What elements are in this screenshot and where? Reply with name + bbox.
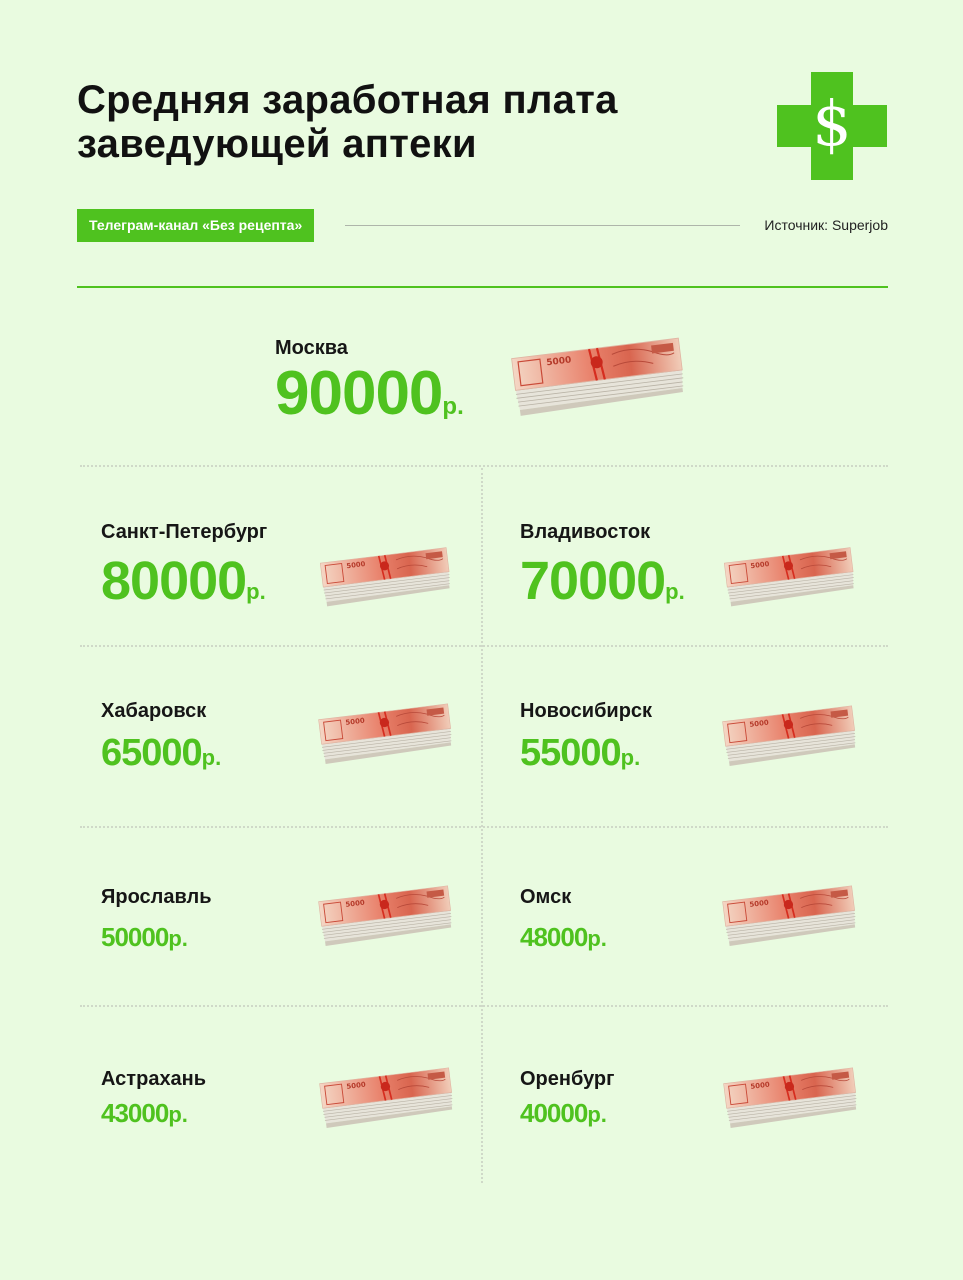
- currency-suffix: р.: [201, 745, 222, 770]
- city-label-khabarovsk: Хабаровск: [101, 700, 207, 722]
- banknote-stack-icon: [312, 1060, 464, 1142]
- city-label-omsk: Омск: [520, 886, 572, 908]
- banknote-stack-icon: [716, 1060, 868, 1142]
- banknote-stack-icon: [505, 328, 695, 434]
- city-label-spb: Санкт-Петербург: [101, 521, 268, 543]
- banknote-stack-icon: [312, 540, 462, 620]
- salary-number: 40000: [520, 1098, 588, 1128]
- cross-dollar-icon: [777, 72, 887, 180]
- currency-suffix: р.: [620, 745, 641, 770]
- salary-number: 55000: [520, 732, 621, 774]
- salary-number: 90000: [275, 359, 443, 428]
- row-divider: [80, 645, 888, 647]
- currency-suffix: р.: [442, 393, 464, 420]
- banknote-stack-icon: [716, 540, 866, 620]
- salary-value-vladivostok: [520, 553, 685, 620]
- banknote-stack-icon: [312, 878, 462, 960]
- banknote-stack-icon: [716, 698, 866, 780]
- row-divider: [80, 465, 888, 467]
- salary-number: 70000: [520, 551, 666, 611]
- salary-value-spb: [101, 553, 266, 620]
- currency-suffix: р.: [587, 926, 607, 951]
- currency-suffix: р.: [246, 579, 266, 604]
- currency-suffix: р.: [168, 1102, 188, 1127]
- row-divider: [80, 1005, 888, 1007]
- city-label-yaroslavl: Ярославль: [101, 886, 212, 908]
- salary-value-moscow: [275, 359, 464, 439]
- currency-suffix: р.: [587, 1102, 607, 1127]
- banknote-stack-icon: [716, 878, 866, 960]
- city-label-orenburg: Оренбург: [520, 1068, 615, 1090]
- salary-value-orenburg: [520, 1098, 607, 1130]
- city-label-vladivostok: Владивосток: [520, 521, 651, 543]
- row-divider: [80, 826, 888, 828]
- city-label-astrakhan: Астрахань: [101, 1068, 207, 1090]
- salary-value-astrakhan: [101, 1098, 188, 1130]
- banknote-stack-icon: [312, 696, 462, 778]
- salary-value-omsk: [520, 922, 607, 954]
- salary-value-yaroslavl: [101, 922, 188, 954]
- header-divider: [345, 225, 740, 226]
- salary-value-khabarovsk: [101, 732, 221, 779]
- currency-suffix: р.: [665, 579, 685, 604]
- salary-number: 48000: [520, 922, 588, 952]
- channel-tag: Телеграм-канал «Без рецепта»: [77, 209, 314, 242]
- currency-suffix: р.: [168, 926, 188, 951]
- salary-number: 80000: [101, 551, 247, 611]
- salary-number: 50000: [101, 922, 169, 952]
- title-line-1: Средняя заработная плата: [77, 78, 618, 122]
- dollar-symbol: $: [812, 87, 852, 160]
- section-divider: [77, 286, 888, 288]
- city-label-novosibirsk: Новосибирск: [520, 700, 653, 722]
- salary-number: 43000: [101, 1098, 169, 1128]
- source-label: Источник: Superjob: [764, 217, 888, 233]
- column-divider: [481, 468, 483, 1183]
- city-label-moscow: Москва: [275, 337, 348, 359]
- salary-value-novosibirsk: [520, 732, 640, 779]
- title-line-2: заведующей аптеки: [77, 122, 477, 166]
- page-title: [77, 78, 717, 166]
- salary-number: 65000: [101, 732, 202, 774]
